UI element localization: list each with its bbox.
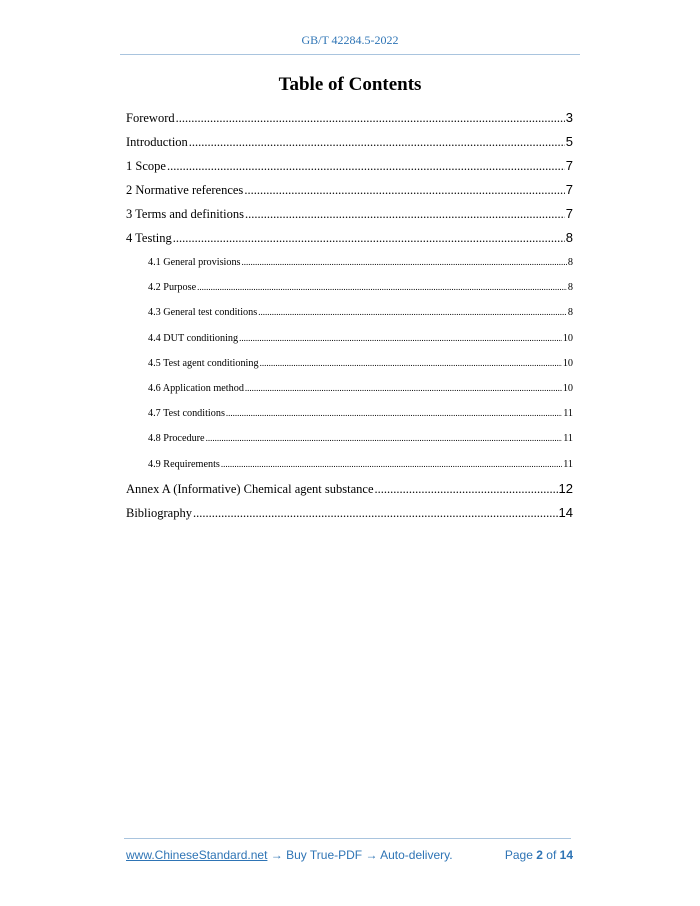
toc-label: Bibliography bbox=[126, 505, 192, 520]
dot-leader bbox=[245, 203, 565, 226]
toc-page-number: 14 bbox=[558, 504, 573, 520]
toc-entry-foreword[interactable] bbox=[126, 106, 573, 130]
page-footer bbox=[126, 848, 573, 862]
toc-page-number: 11 bbox=[563, 408, 573, 420]
of-word: of bbox=[546, 848, 557, 862]
toc-label: 4.6 Application method bbox=[148, 383, 244, 395]
toc-page-number: 5 bbox=[565, 134, 573, 149]
page-title: Table of Contents bbox=[278, 74, 422, 95]
toc-label: 4.2 Purpose bbox=[148, 282, 197, 294]
toc-entry-test-conditions[interactable] bbox=[126, 401, 573, 426]
toc-entry-normative-references[interactable] bbox=[126, 178, 573, 202]
toc-page-number: 8 bbox=[567, 307, 573, 319]
toc-label: 1 Scope bbox=[126, 159, 166, 173]
dot-leader bbox=[197, 275, 567, 300]
toc-page-number: 8 bbox=[565, 230, 573, 245]
page-word: Page bbox=[504, 848, 533, 862]
toc-page-number: 7 bbox=[565, 206, 573, 221]
footer-promo bbox=[126, 848, 453, 862]
footer-divider bbox=[124, 838, 571, 839]
toc-page-number: 10 bbox=[562, 357, 573, 369]
toc-page-number: 11 bbox=[563, 458, 573, 470]
toc-page-number: 7 bbox=[565, 182, 573, 197]
document-header: GB/T 42284.5-2022 bbox=[301, 33, 399, 47]
dot-leader bbox=[176, 107, 565, 130]
toc-page-number: 10 bbox=[562, 332, 573, 344]
toc-label: 4.9 Requirements bbox=[148, 458, 220, 470]
toc-label: 4.3 General test conditions bbox=[148, 307, 258, 319]
toc-page-number: 10 bbox=[562, 383, 573, 395]
toc-label: 4.1 General provisions bbox=[148, 257, 241, 268]
total-pages: 14 bbox=[559, 848, 573, 862]
toc-entry-bibliography[interactable] bbox=[126, 501, 573, 525]
toc-label: 2 Normative references bbox=[126, 183, 244, 197]
toc-label: 4.7 Test conditions bbox=[148, 408, 225, 420]
toc-label: 3 Terms and definitions bbox=[126, 207, 244, 221]
toc-label: Introduction bbox=[126, 135, 188, 149]
toc-page-number: 3 bbox=[565, 110, 573, 125]
dot-leader bbox=[193, 502, 558, 525]
toc-label: 4.8 Procedure bbox=[148, 433, 205, 445]
dot-leader bbox=[189, 131, 565, 154]
dot-leader bbox=[167, 155, 565, 178]
toc-entry-scope[interactable] bbox=[126, 154, 573, 178]
toc-label: 4.4 DUT conditioning bbox=[148, 332, 239, 344]
toc-label: 4.5 Test agent conditioning bbox=[148, 357, 259, 369]
toc-entry-dut-conditioning[interactable] bbox=[126, 326, 573, 351]
current-page: 2 bbox=[536, 848, 543, 862]
toc-entry-terms-and-definitions[interactable] bbox=[126, 202, 573, 226]
toc-entry-test-agent-conditioning[interactable] bbox=[126, 351, 573, 376]
dot-leader bbox=[244, 179, 564, 202]
toc-entry-general-provisions[interactable] bbox=[126, 250, 573, 275]
toc-entry-annex-a[interactable] bbox=[126, 477, 573, 501]
toc-entry-testing[interactable] bbox=[126, 226, 573, 250]
dot-leader bbox=[245, 376, 562, 401]
dot-leader bbox=[242, 250, 567, 275]
footer-tagline: → Buy True-PDF → Auto-delivery. bbox=[267, 848, 453, 862]
toc-entry-application-method[interactable] bbox=[126, 376, 573, 401]
toc-entry-purpose[interactable] bbox=[126, 275, 573, 300]
toc-entry-general-test-conditions[interactable] bbox=[126, 300, 573, 325]
toc-entry-procedure[interactable] bbox=[126, 426, 573, 451]
toc-page-number: 11 bbox=[563, 433, 573, 445]
toc-page-number: 7 bbox=[565, 158, 573, 173]
toc-page-number: 8 bbox=[567, 257, 573, 268]
dot-leader bbox=[206, 426, 563, 451]
header-divider bbox=[120, 54, 580, 55]
page-indicator bbox=[505, 848, 573, 862]
dot-leader bbox=[226, 401, 562, 426]
toc-label: 4 Testing bbox=[126, 231, 172, 245]
toc-entry-introduction[interactable] bbox=[126, 130, 573, 154]
dot-leader bbox=[260, 351, 562, 376]
table-of-contents bbox=[126, 106, 573, 525]
dot-leader bbox=[239, 326, 562, 351]
dot-leader bbox=[173, 227, 565, 250]
toc-entry-requirements[interactable] bbox=[126, 452, 573, 477]
toc-label: Annex A (Informative) Chemical agent substance bbox=[126, 481, 374, 496]
toc-page-number: 8 bbox=[567, 282, 573, 294]
toc-page-number: 12 bbox=[558, 480, 573, 496]
dot-leader bbox=[375, 478, 558, 501]
toc-label: Foreword bbox=[126, 111, 175, 125]
dot-leader bbox=[221, 452, 562, 477]
website-link[interactable]: www.ChineseStandard.net bbox=[126, 848, 268, 862]
dot-leader bbox=[258, 300, 567, 325]
